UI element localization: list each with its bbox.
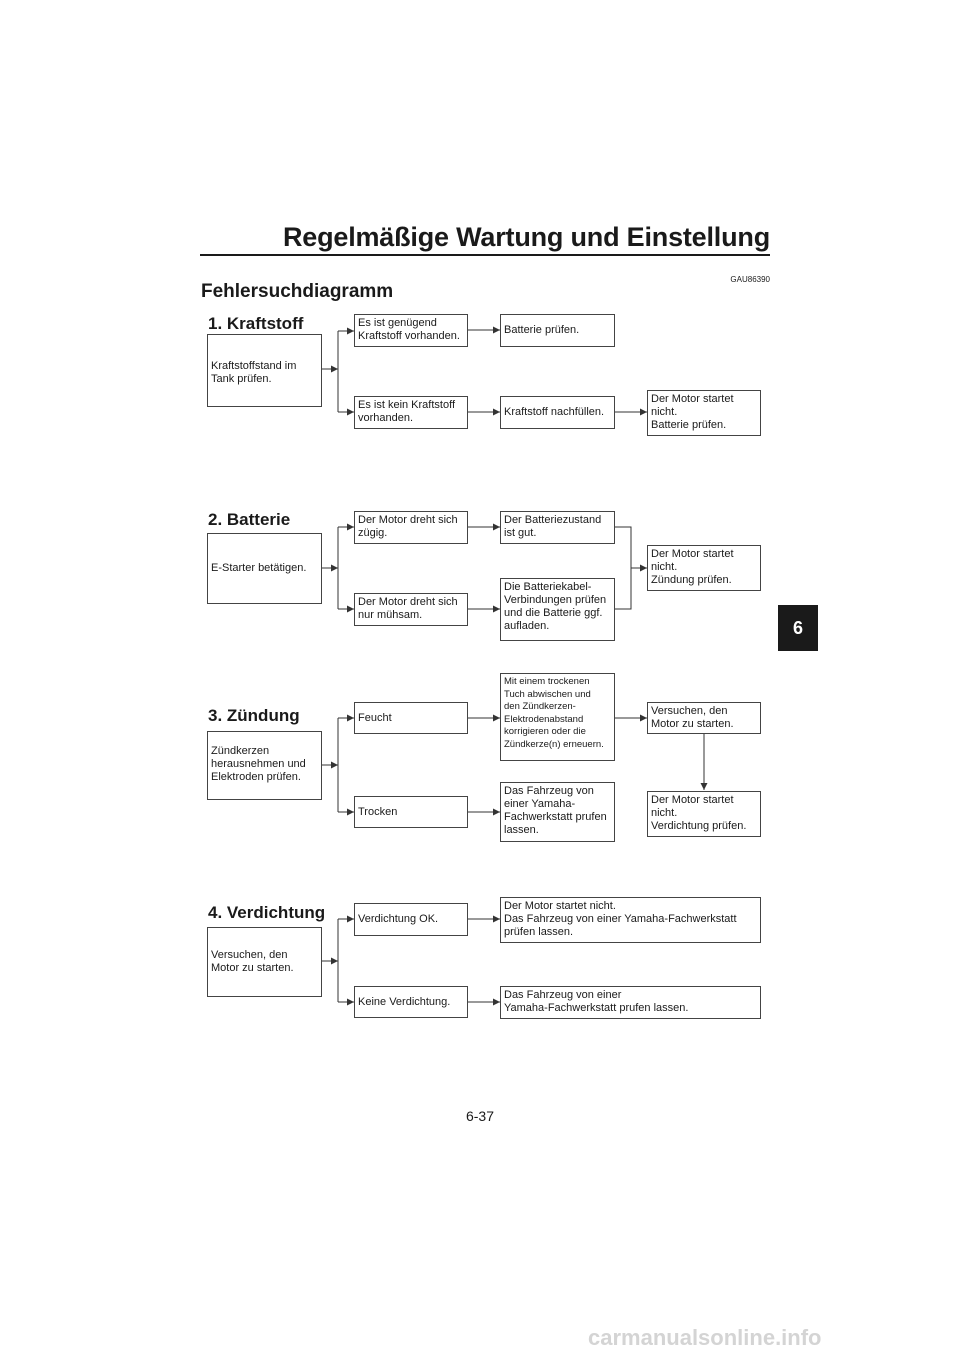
watermark: carmanualsonline.info xyxy=(588,1325,822,1350)
group1-option-a-box: Es ist genügend Kraftstoff vorhanden. xyxy=(354,314,468,347)
group3-result-box: Der Motor startet nicht. Verdichtung prüfen. xyxy=(647,791,761,837)
group1-title: 1. Kraftstoff xyxy=(208,314,304,333)
group4-title: 4. Verdichtung xyxy=(208,903,326,922)
group2-start-box: E-Starter betätigen. xyxy=(207,533,322,604)
group2-option-b-box: Der Motor dreht sich nur mühsam. xyxy=(354,593,468,626)
group3-option-a-box: Feucht xyxy=(354,702,468,734)
group3-start-box: Zündkerzen herausnehmen und Elektroden prüfen. xyxy=(207,731,322,800)
group1-result-box: Der Motor startet nicht. Batterie prüfen. xyxy=(647,390,761,436)
page-title: Regelmäßige Wartung und Einstellung xyxy=(282,222,770,252)
group1-b-next-box: Kraftstoff nachfüllen. xyxy=(500,396,615,429)
chapter-tab[interactable]: 6 xyxy=(778,605,818,651)
document-code: GAU86390 xyxy=(730,275,770,284)
group2-title: 2. Batterie xyxy=(208,510,291,529)
group3-retry-box: Versuchen, den Motor zu starten. xyxy=(647,702,761,734)
page-number: 6-37 xyxy=(465,1108,495,1124)
group2-b-next-box: Die Batteriekabel- Verbindungen prüfen und die Batterie ggf. aufladen. xyxy=(500,578,615,641)
group4-a-next-box: Der Motor startet nicht. Das Fahrzeug von einer Yamaha-Fachwerkstatt prüfen lassen. xyxy=(500,897,761,943)
group4-option-b-box: Keine Verdichtung. xyxy=(354,986,468,1018)
group2-result-box: Der Motor startet nicht. Zündung prüfen. xyxy=(647,545,761,591)
group4-b-next-box: Das Fahrzeug von einer Yamaha-Fachwerkstatt prufen lassen. xyxy=(500,986,761,1019)
group3-a-next-box: Mit einem trockenen Tuch abwischen und den Zündkerzen- Elektrodenabstand korrigieren oder die Zündkerze(n) erneuern. xyxy=(500,673,615,761)
group3-option-b-box: Trocken xyxy=(354,796,468,828)
group2-option-a-box: Der Motor dreht sich zügig. xyxy=(354,511,468,544)
group3-title: 3. Zündung xyxy=(208,706,300,725)
group4-option-a-box: Verdichtung OK. xyxy=(354,903,468,936)
section-heading: Fehlersuchdiagramm xyxy=(201,281,394,302)
group1-a-next-box: Batterie prüfen. xyxy=(500,314,615,347)
group4-start-box: Versuchen, den Motor zu starten. xyxy=(207,927,322,997)
group1-option-b-box: Es ist kein Kraftstoff vorhanden. xyxy=(354,396,468,429)
group3-b-next-box: Das Fahrzeug von einer Yamaha- Fachwerkstatt prufen lassen. xyxy=(500,782,615,842)
group2-a-next-box: Der Batteriezustand ist gut. xyxy=(500,511,615,544)
group1-start-box: Kraftstoffstand im Tank prüfen. xyxy=(207,334,322,407)
